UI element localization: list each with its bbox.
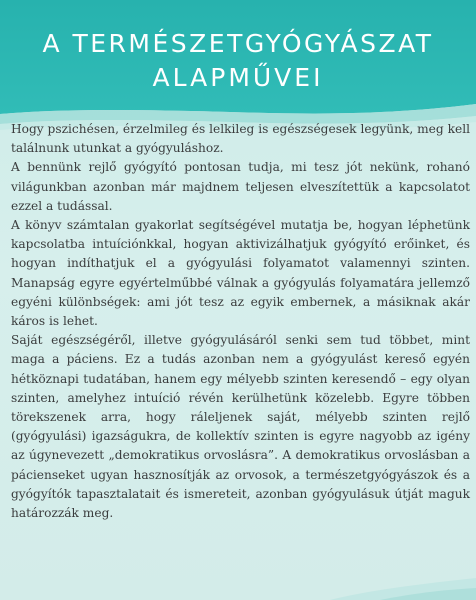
paragraph-1: Hogy pszichésen, érzelmileg és lelkileg is egészségesek legyünk, meg kell találnunk utunkat a gyógyuláshoz. — [11, 122, 470, 156]
bottom-wave-decoration — [0, 560, 476, 600]
paragraph-3: A könyv számtalan gyakorlat segítségével mutatja be, hogyan léphetünk kapcsolatba intuíciónkkal, hogyan aktivizálhatjuk gyógyító erőinket, és hogyan indíthatjuk el a gyógyulási folyamatot valamennyi szinten. Manapság egyre egyértelműbbé válnak a gyógyulás folyamatára jellemző egyéni különbségek: ami jót tesz az egyik embernek, a másiknak akár káros is lehet. — [11, 218, 470, 329]
paragraph-4: Saját egészségéről, illetve gyógyulásáról senki sem tud többet, mint maga a páciens. Ez a tudás azonban nem a gyógyulást kereső egyén hétköznapi tudatában, hanem egy mélyebb szinten keresendő – egy olyan szinten, amelyhez intuíció révén kerülhetünk közelebb. Egyre többen törekszenek arra, hogy ráleljenek saját, mélyebb szinten rejlő (gyógyulási) igazságukra, de kollektív szinten is egyre nagyobb az igény az úgynevezett „demokratikus orvoslásra”. A demokratikus orvoslásban a pácienseket ugyan hasznosítják az orvosok, a természetgyógyászok és a gyógyítók tapasztalatait és ismereteit, azonban gyógyulásuk útját maguk határozzák meg. — [11, 333, 470, 521]
paragraph-2: A bennünk rejlő gyógyító pontosan tudja, mi tesz jót nekünk, rohanó világunkban azonban már majdnem teljesen elveszítettük a kapcsolatot ezzel a tudással. — [11, 160, 470, 213]
title-line-1: A TERMÉSZETGYÓGYÁSZAT — [42, 29, 434, 58]
title-line-2: ALAPMŰVEI — [152, 63, 324, 92]
blurb-text — [11, 120, 470, 523]
